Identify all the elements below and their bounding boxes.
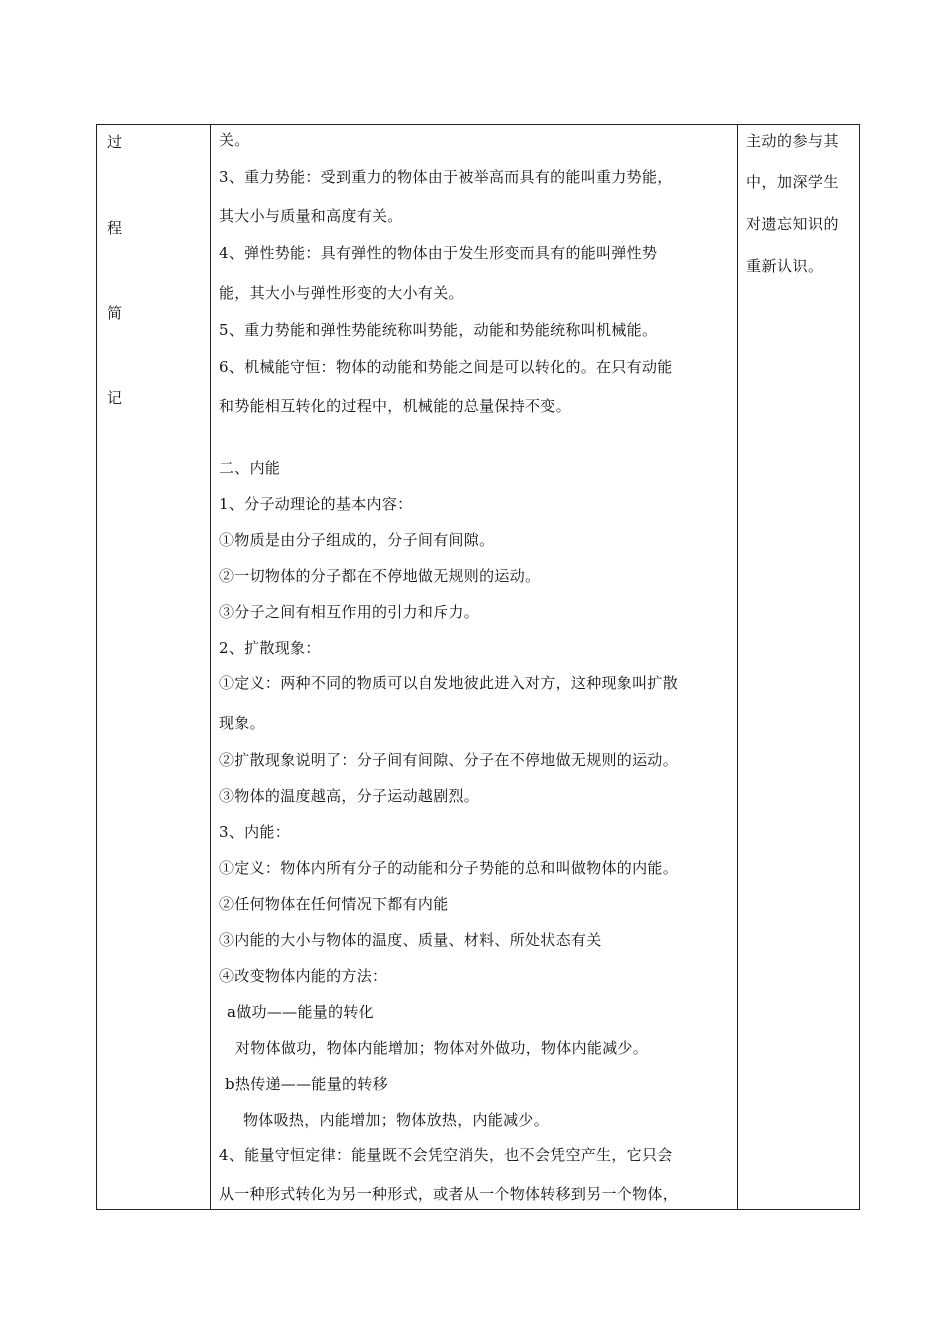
content-line: 6、机械能守恒：物体的动能和势能之间是可以转化的。在只有动能 [219,358,673,376]
content-line: ③分子之间有相互作用的引力和斥力。 [219,603,480,621]
content-line: ①物质是由分子组成的，分子间有间隙。 [219,531,495,549]
content-line: 现象。 [219,714,265,732]
content-line: 其大小与质量和高度有关。 [219,207,403,225]
content-line: ③内能的大小与物体的温度、质量、材料、所处状态有关 [219,931,602,949]
content-line: ②一切物体的分子都在不停地做无规则的运动。 [219,567,541,585]
section-label-char: 过 [107,133,123,151]
content-line: 3、内能： [219,823,291,841]
section-label-char: 程 [107,219,123,237]
content-line: a做功——能量的转化 [227,1003,374,1021]
column-divider [737,125,738,1209]
content-line: 对物体做功，物体内能增加；物体对外做功，物体内能减少。 [235,1039,649,1057]
content-line: 4、能量守恒定律：能量既不会凭空消失，也不会凭空产生，它只会 [219,1146,673,1164]
content-line: 和势能相互转化的过程中，机械能的总量保持不变。 [219,397,571,415]
content-line: 2、扩散现象： [219,639,321,657]
content-line: ①定义：物体内所有分子的动能和分子势能的总和叫做物体的内能。 [219,859,679,877]
content-line: 能，其大小与弹性形变的大小有关。 [219,284,464,302]
content-line: ②任何物体在任何情况下都有内能 [219,895,449,913]
note-line: 主动的参与其 [746,132,840,150]
section-label-char: 记 [107,389,123,407]
note-line: 中，加深学生 [746,173,840,191]
content-line: ②扩散现象说明了：分子间有间隙、分子在不停地做无规则的运动。 [219,751,679,769]
content-line: ④改变物体内能的方法： [219,967,388,985]
content-line: b热传递——能量的转移 [225,1075,388,1093]
content-line: 二、内能 [219,459,281,477]
content-line: 从一种形式转化为另一种形式，或者从一个物体转移到另一个物体， [219,1185,679,1203]
content-line: 5、重力势能和弹性势能统称叫势能，动能和势能统称叫机械能。 [219,321,658,339]
lesson-table [96,124,860,1210]
content-line: ③物体的温度越高，分子运动越剧烈。 [219,787,480,805]
note-line: 重新认识。 [746,257,824,275]
content-line: 3、重力势能：受到重力的物体由于被举高而具有的能叫重力势能， [219,168,673,186]
content-line: 关。 [219,131,250,149]
content-line: 4、弹性势能：具有弹性的物体由于发生形变而具有的能叫弹性势 [219,244,658,262]
column-divider [210,125,211,1209]
content-line: ①定义：两种不同的物质可以自发地彼此进入对方，这种现象叫扩散 [219,674,679,692]
note-line: 对遗忘知识的 [746,215,840,233]
section-label-char: 简 [107,304,123,322]
content-line: 物体吸热，内能增加；物体放热，内能减少。 [243,1111,550,1129]
content-line: 1、分子动理论的基本内容： [219,495,413,513]
